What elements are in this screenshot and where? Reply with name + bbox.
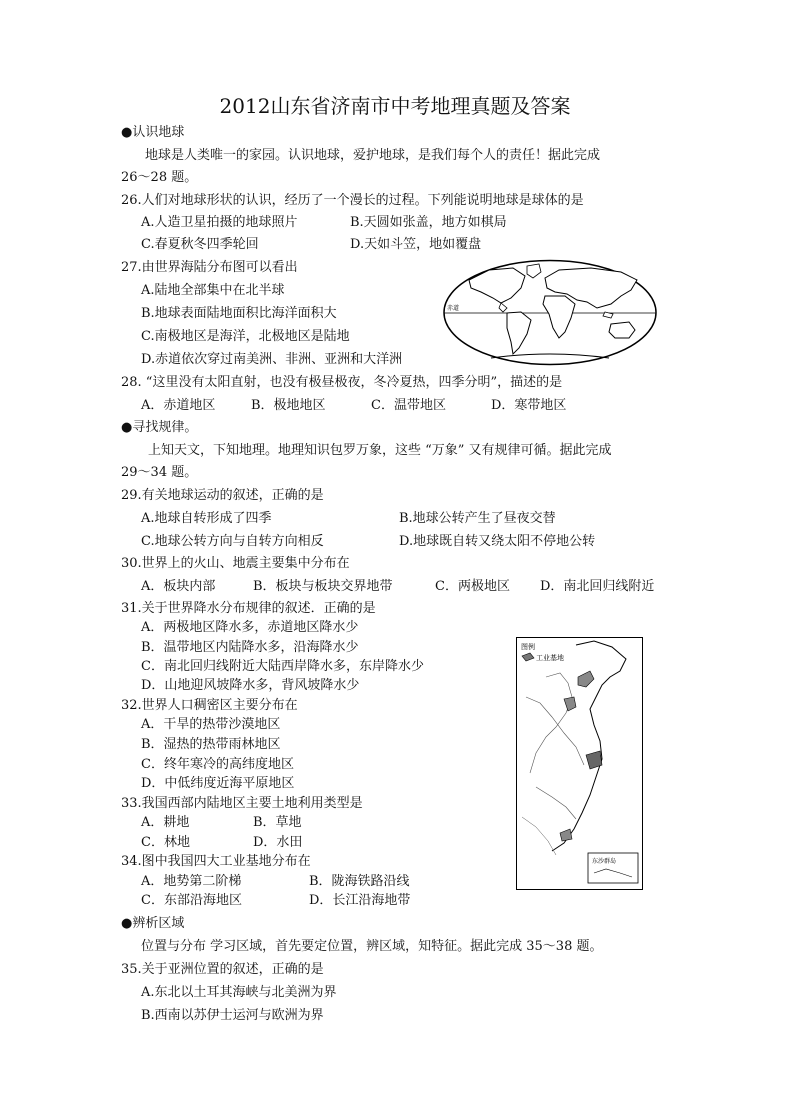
option: A．两极地区降水多，赤道地区降水少 — [141, 620, 359, 635]
section-intro-line: 地球是人类唯一的家园。认识地球，爱护地球，是我们每个人的责任！据此完成 — [145, 148, 601, 163]
option: A．干旱的热带沙漠地区 — [141, 717, 281, 732]
option: A．赤道地区 — [141, 398, 216, 413]
option: D．山地迎风坡降水多，背风坡降水少 — [141, 678, 360, 693]
option: C.春夏秋冬四季轮回 — [141, 237, 259, 252]
question-stem: 27.由世界海陆分布图可以看出 — [121, 260, 298, 275]
option: B．陇海铁路沿线 — [309, 874, 410, 889]
option: A．板块内部 — [141, 579, 216, 594]
page-title: 2012山东省济南市中考地理真题及答案 — [219, 94, 571, 118]
china-map — [516, 637, 643, 890]
inset-label: 东沙群岛 — [592, 858, 617, 865]
section-intro-line: 位置与分布 学习区域，首先要定位置，辨区域，知特征。据此完成 35～38 题。 — [141, 939, 603, 954]
section-heading: ● 辨析区域 — [121, 916, 184, 932]
option: D．中低纬度近海平原地区 — [141, 776, 295, 791]
option: C．终年寒冷的高纬度地区 — [141, 757, 294, 772]
question-stem: 35.关于亚洲位置的叙述，正确的是 — [121, 962, 324, 977]
question-stem: 33.我国西部内陆地区主要土地利用类型是 — [121, 796, 363, 811]
option: D.地球既自转又绕太阳不停地公转 — [399, 534, 596, 549]
question-stem: 34.图中我国四大工业基地分布在 — [121, 854, 311, 869]
option: A.人造卫星拍摄的地球照片 — [141, 215, 298, 230]
question-stem: 30.世界上的火山、地震主要集中分布在 — [121, 556, 350, 571]
section-intro-line: 上知天文，下知地理。地理知识包罗万象，这些 “万象” 又有规律可循。据此完成 — [148, 443, 612, 458]
option: B.西南以苏伊士运河与欧洲为界 — [141, 1008, 324, 1023]
option: C．南北回归线附近大陆西岸降水多，东岸降水少 — [141, 659, 424, 674]
legend-item-label: 工业基地 — [536, 654, 564, 662]
option: B．湿热的热带雨林地区 — [141, 737, 281, 752]
question-stem: 29.有关地球运动的叙述，正确的是 — [121, 488, 324, 503]
option: C．温带地区 — [371, 398, 446, 413]
option: B.地球表面陆地面积比海洋面积大 — [141, 306, 337, 321]
option: C.地球公转方向与自转方向相反 — [141, 534, 324, 549]
section-heading: ● 寻找规律。 — [121, 420, 197, 436]
option: A．耕地 — [141, 815, 190, 830]
world-map — [441, 258, 659, 367]
option: A.地球自转形成了四季 — [141, 511, 272, 526]
question-stem: 31.关于世界降水分布规律的叙述．正确的是 — [121, 601, 376, 616]
option: A.东北以土耳其海峡与北美洲为界 — [141, 985, 337, 1000]
option: C．东部沿海地区 — [141, 893, 242, 908]
section-intro-line: 26～28 题。 — [121, 170, 198, 185]
option: B．板块与板块交界地带 — [253, 579, 393, 594]
option: B．草地 — [253, 815, 302, 830]
option: B．极地地区 — [251, 398, 326, 413]
option: B.天圆如张盖，地方如棋局 — [350, 215, 507, 230]
question-stem: 28. “这里没有太阳直射，也没有极昼极夜，冬冷夏热，四季分明”，描述的是 — [121, 375, 563, 390]
option: C.南极地区是海洋，北极地区是陆地 — [141, 329, 350, 344]
section-intro-line: 29～34 题。 — [121, 465, 198, 480]
option: B.地球公转产生了昼夜交替 — [399, 511, 556, 526]
option: D.天如斗笠，地如覆盘 — [350, 237, 482, 252]
option: D．南北回归线附近 — [540, 579, 655, 594]
equator-label: 赤道 — [447, 305, 460, 312]
option: C．林地 — [141, 835, 190, 850]
option: D．寒带地区 — [491, 398, 567, 413]
option: B．温带地区内陆降水多，沿海降水少 — [141, 640, 359, 655]
legend-title: 图例 — [521, 643, 535, 651]
option: A.陆地全部集中在北半球 — [141, 283, 285, 298]
option: D.赤道依次穿过南美洲、非洲、亚洲和大洋洲 — [141, 352, 403, 367]
section-heading: ● 认识地球 — [121, 125, 184, 141]
option: D．水田 — [253, 835, 303, 850]
question-stem: 26.人们对地球形状的认识，经历了一个漫长的过程。下列能说明地球是球体的是 — [121, 193, 584, 208]
option: A．地势第二阶梯 — [141, 874, 242, 889]
option: D．长江沿海地带 — [309, 893, 411, 908]
question-stem: 32.世界人口稠密区主要分布在 — [121, 698, 298, 713]
option: C．两极地区 — [435, 579, 510, 594]
